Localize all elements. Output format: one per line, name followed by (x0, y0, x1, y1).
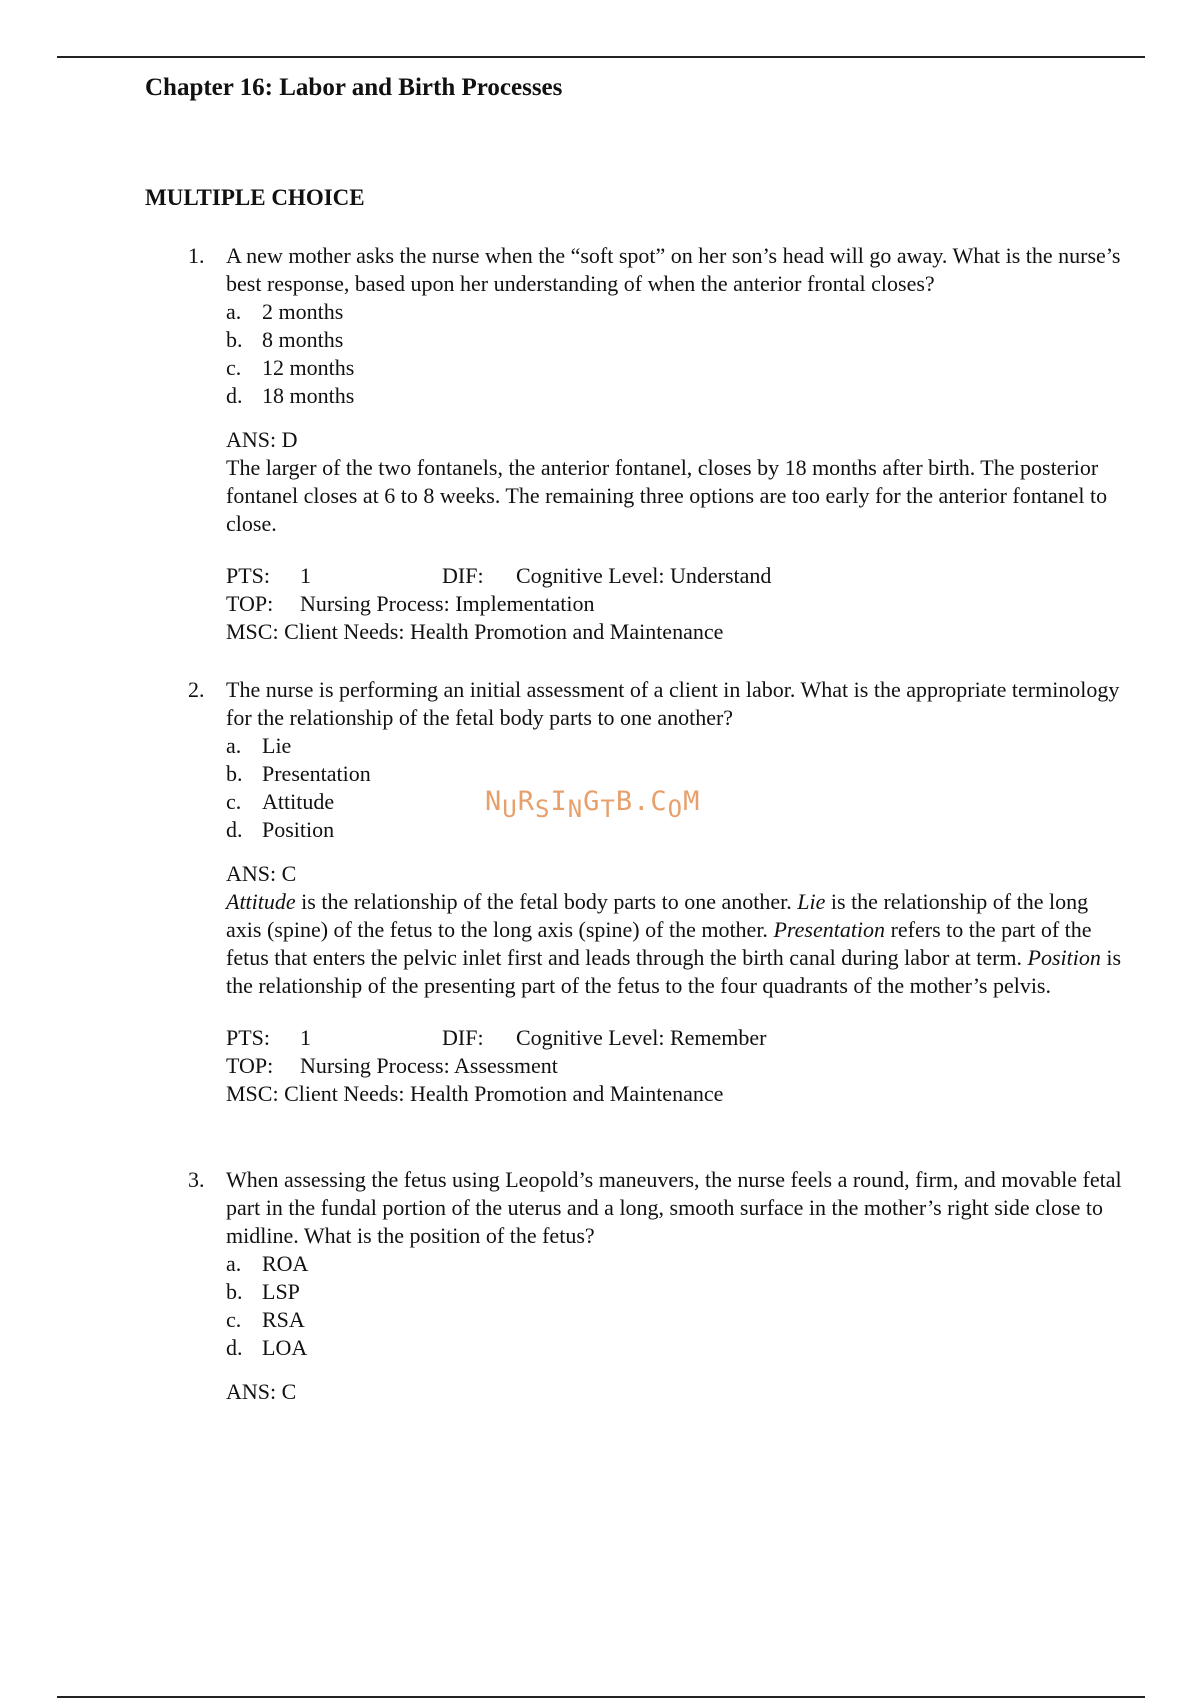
dif-label: DIF: (442, 1025, 484, 1050)
metadata (226, 1024, 1128, 1108)
option-text: Attitude (262, 789, 335, 814)
watermark-letter: R (517, 786, 535, 817)
top-label: TOP: (226, 1053, 274, 1078)
option-b (226, 1278, 1128, 1306)
watermark-letter: O (667, 795, 684, 823)
option-text: ROA (262, 1251, 309, 1276)
question-1 (188, 242, 1128, 646)
option-letter: d. (226, 817, 243, 842)
msc-row: MSC: Client Needs: Health Promotion and Maintenance (226, 619, 724, 644)
option-text: LOA (262, 1335, 308, 1360)
dif-value: Cognitive Level: Understand (516, 563, 772, 588)
option-a (226, 732, 1128, 760)
option-a (226, 1250, 1128, 1278)
watermark-letter: G (583, 786, 601, 817)
watermark-letter: S (534, 795, 551, 823)
option-text: 18 months (262, 383, 355, 408)
option-text: RSA (262, 1307, 305, 1332)
dif-label: DIF: (442, 563, 484, 588)
rationale-text: is the relationship of the presenting part of the fetus to the four quadrants of the mother’s pelvis. (226, 945, 1122, 998)
option-b (226, 760, 1128, 788)
option-letter: a. (226, 733, 242, 758)
rationale-text: is the relationship of the fetal body parts to one another. (295, 889, 798, 914)
watermark-letter: . (633, 786, 651, 817)
pts-label: PTS: (226, 1025, 271, 1050)
top-value: Nursing Process: Assessment (300, 1053, 558, 1078)
option-letter: c. (226, 355, 242, 380)
option-text: Lie (262, 733, 292, 758)
pts-dif-row (226, 562, 1128, 590)
chapter-title: Chapter 16: Labor and Birth Processes (145, 74, 563, 101)
top-value: Nursing Process: Implementation (300, 591, 595, 616)
option-text: 12 months (262, 355, 355, 380)
option-letter: b. (226, 327, 243, 352)
term-position: Position (1027, 945, 1101, 970)
option-a (226, 298, 1128, 326)
question-number: 2. (188, 677, 205, 702)
rationale-text: refers to the part of the fetus that enters the pelvic inlet first and leads through the birth canal during labor at term. (226, 917, 1092, 970)
option-text: Presentation (262, 761, 371, 786)
answer: ANS: D (226, 427, 298, 452)
bottom-rule (57, 1696, 1145, 1698)
pts-value: 1 (300, 563, 311, 588)
watermark-letter: U (502, 795, 518, 823)
rationale (226, 888, 1128, 1000)
option-d (226, 1334, 1128, 1362)
term-presentation: Presentation (773, 917, 886, 942)
watermark-letter: T (600, 795, 616, 823)
dif-value: Cognitive Level: Remember (516, 1025, 767, 1050)
option-letter: d. (226, 1335, 243, 1360)
pts-value: 1 (300, 1025, 311, 1050)
answer: ANS: C (226, 1379, 297, 1404)
question-stem: A new mother asks the nurse when the “soft spot” on her son’s head will go away. What is the nurse’s best response, based upon her understanding of when the anterior frontal closes? (226, 243, 1121, 296)
watermark-letter: N (567, 795, 584, 823)
top-rule (57, 56, 1145, 58)
option-letter: c. (226, 1307, 242, 1332)
question-2 (188, 676, 1128, 1108)
watermark-letter: B (615, 786, 634, 817)
top-row (226, 590, 1128, 618)
option-b (226, 326, 1128, 354)
option-text: 8 months (262, 327, 344, 352)
question-number: 3. (188, 1167, 205, 1192)
option-text: 2 months (262, 299, 344, 324)
top-row (226, 1052, 1128, 1080)
answer: ANS: C (226, 861, 297, 886)
question-3 (188, 1166, 1128, 1406)
option-c (226, 354, 1128, 382)
option-letter: b. (226, 761, 243, 786)
watermark-letter: M (683, 786, 701, 817)
option-d (226, 382, 1128, 410)
option-letter: b. (226, 1279, 243, 1304)
section-title: MULTIPLE CHOICE (145, 185, 365, 210)
term-lie: Lie (797, 889, 826, 914)
watermark-letter: I (550, 786, 568, 817)
watermark-letter: C (650, 786, 668, 817)
metadata (226, 562, 1128, 646)
option-letter: a. (226, 299, 242, 324)
option-text: Position (262, 817, 335, 842)
watermark (485, 786, 701, 823)
top-label: TOP: (226, 591, 274, 616)
rationale-text: is the relationship of the long axis (spine) of the fetus to the long axis (spine) of the mother. (226, 889, 1089, 942)
option-c (226, 1306, 1128, 1334)
pts-label: PTS: (226, 563, 271, 588)
option-text: LSP (262, 1279, 300, 1304)
pts-dif-row (226, 1024, 1128, 1052)
option-letter: c. (226, 789, 242, 814)
question-number: 1. (188, 243, 205, 268)
msc-row: MSC: Client Needs: Health Promotion and Maintenance (226, 1081, 724, 1106)
option-letter: d. (226, 383, 243, 408)
rationale: The larger of the two fontanels, the anterior fontanel, closes by 18 months after birth. The posterior fontanel closes at 6 to 8 weeks. The remaining three options are too early for the anterior fontanel to close. (226, 455, 1108, 536)
question-stem: When assessing the fetus using Leopold’s maneuvers, the nurse feels a round, firm, and movable fetal part in the fundal portion of the uterus and a long, smooth surface in the mother’s right side close to midline. What is the position of the fetus? (226, 1167, 1122, 1248)
question-stem: The nurse is performing an initial assessment of a client in labor. What is the appropriate terminology for the relationship of the fetal body parts to one another? (226, 677, 1120, 730)
watermark-letter: N (485, 786, 503, 817)
option-letter: a. (226, 1251, 242, 1276)
term-attitude: Attitude (226, 889, 296, 914)
